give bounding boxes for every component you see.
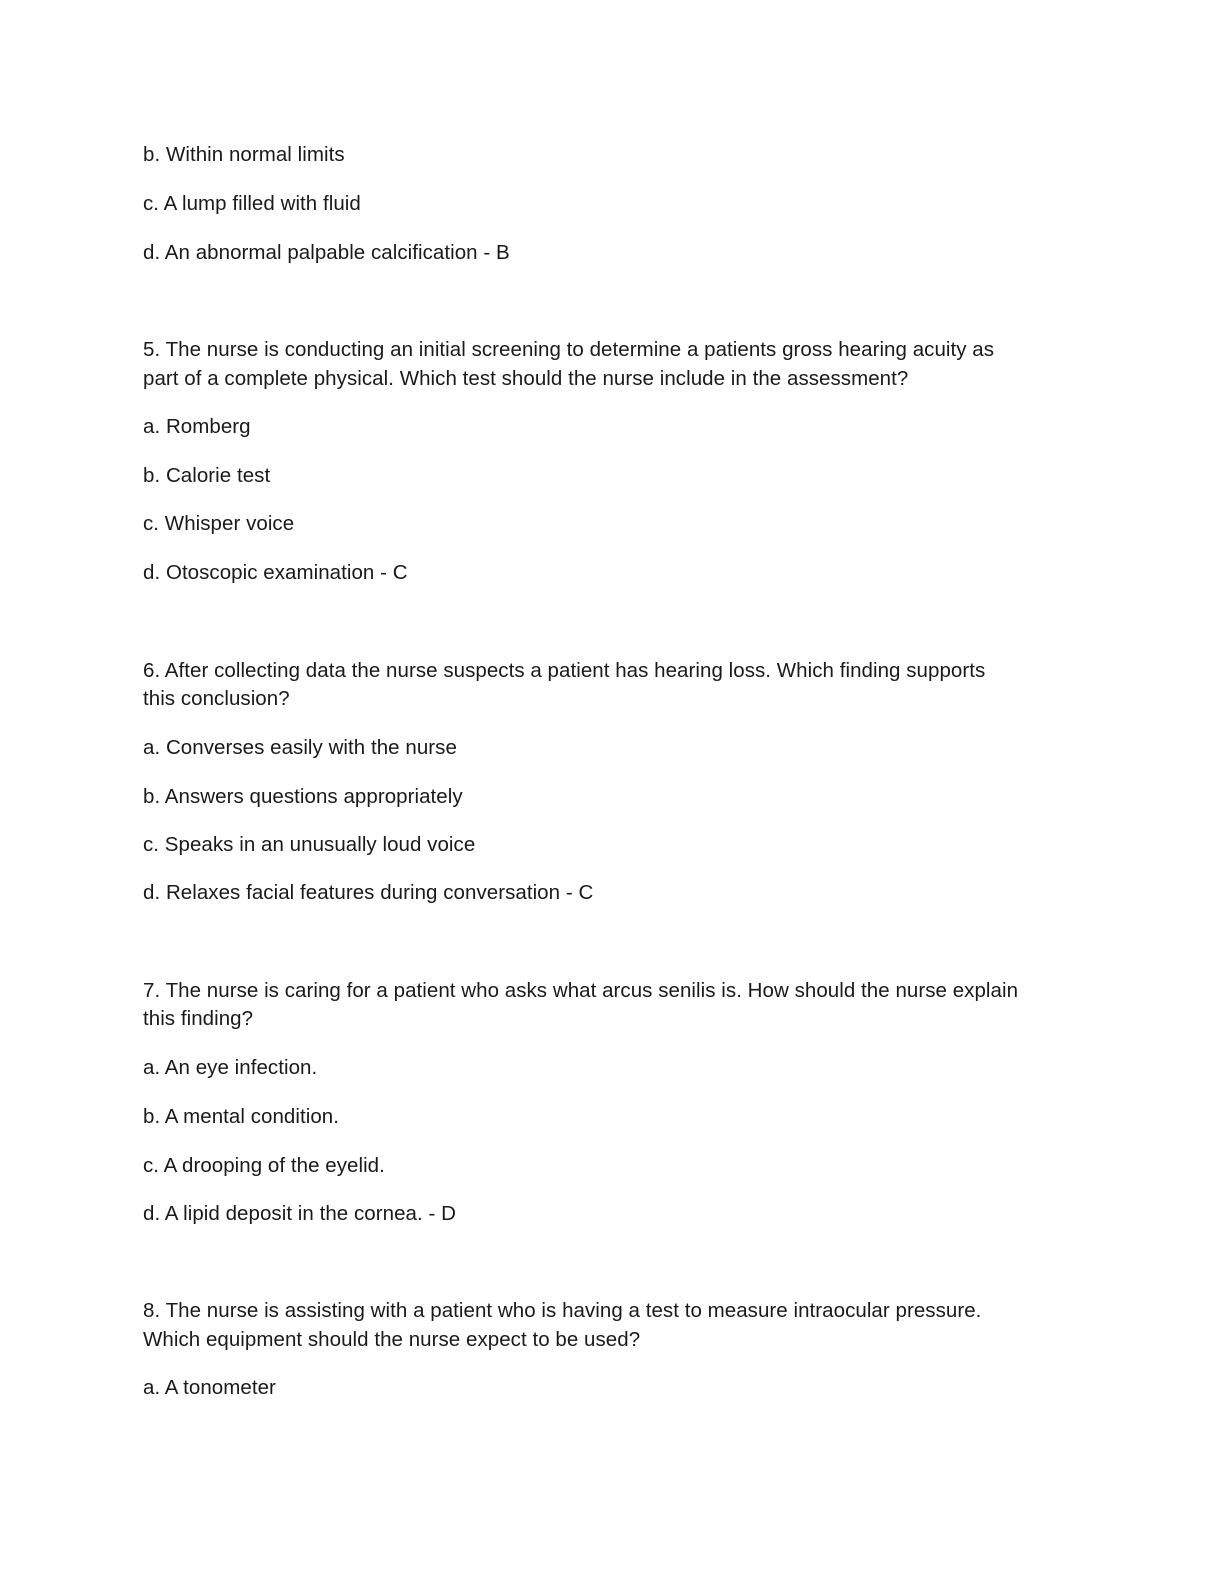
q6-question-line-2: this conclusion?	[143, 687, 290, 710]
q5-option-a: a. Romberg	[143, 415, 251, 438]
q8-question-line-2: Which equipment should the nurse expect to be used?	[143, 1328, 641, 1351]
q5-option-c: c. Whisper voice	[143, 512, 295, 535]
q7-question-line-2: this finding?	[143, 1007, 254, 1030]
q6-option-b: b. Answers questions appropriately	[143, 785, 463, 808]
q5-question-line-1: 5. The nurse is conducting an initial screening to determine a patients gross hearing acuity as	[143, 338, 995, 361]
q7-option-c: c. A drooping of the eyelid.	[143, 1154, 385, 1177]
q5-option-d: d. Otoscopic examination - C	[143, 561, 408, 584]
q8-option-a: a. A tonometer	[143, 1376, 276, 1399]
q7-option-a: a. An eye infection.	[143, 1056, 318, 1079]
q5-option-b: b. Calorie test	[143, 464, 271, 487]
q6-question-line-1: 6. After collecting data the nurse suspects a patient has hearing loss. Which finding supports	[143, 659, 986, 682]
q6-option-d: d. Relaxes facial features during conversation - C	[143, 881, 594, 904]
q4-option-d: d. An abnormal palpable calcification - B	[143, 241, 510, 264]
q4-option-c: c. A lump filled with fluid	[143, 192, 361, 215]
q6-option-c: c. Speaks in an unusually loud voice	[143, 833, 476, 856]
q4-option-b: b. Within normal limits	[143, 143, 345, 166]
q8-question-line-1: 8. The nurse is assisting with a patient who is having a test to measure intraocular pressure.	[143, 1299, 982, 1322]
q6-option-a: a. Converses easily with the nurse	[143, 736, 457, 759]
q7-question-line-1: 7. The nurse is caring for a patient who asks what arcus senilis is. How should the nurse explain	[143, 979, 1019, 1002]
q7-option-d: d. A lipid deposit in the cornea. - D	[143, 1202, 456, 1225]
q5-question-line-2: part of a complete physical. Which test should the nurse include in the assessment?	[143, 367, 909, 390]
q7-option-b: b. A mental condition.	[143, 1105, 339, 1128]
